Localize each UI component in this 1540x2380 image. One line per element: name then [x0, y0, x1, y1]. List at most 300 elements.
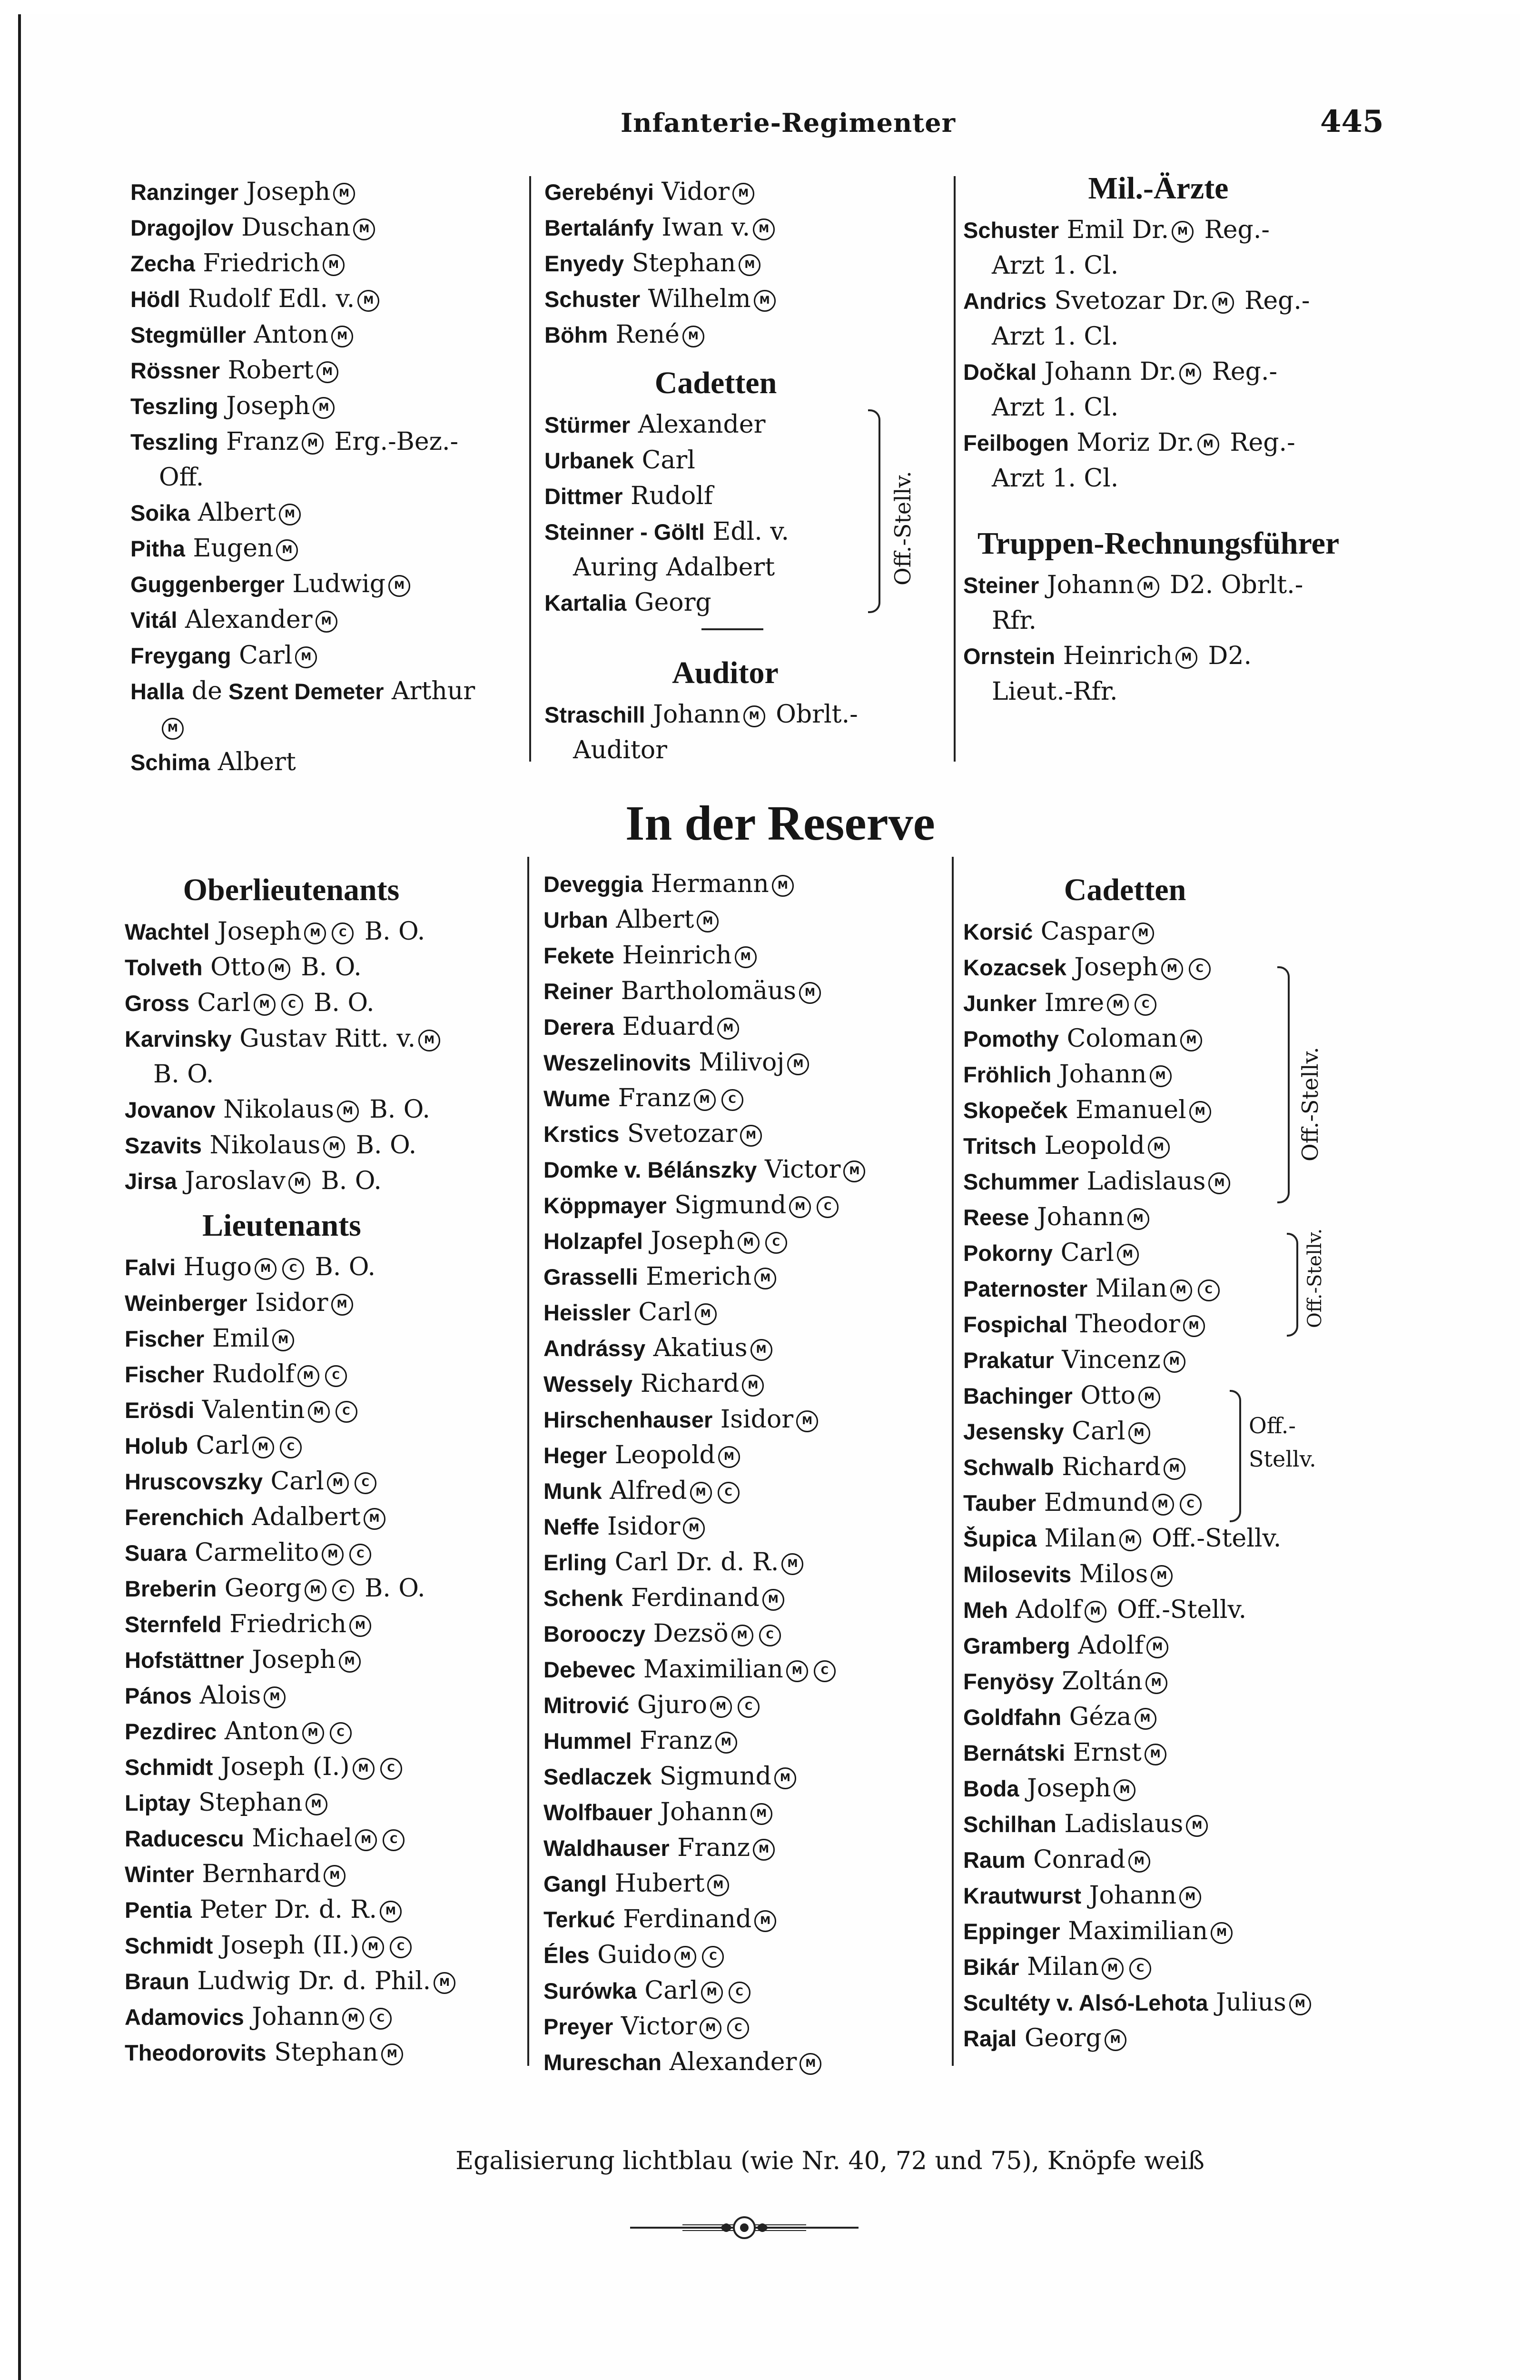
given-name: Isidor: [247, 1289, 328, 1317]
roster-entry: [544, 697, 954, 733]
given-name: Carl: [189, 989, 251, 1017]
surname: Hödl: [130, 287, 180, 312]
roster-entry: [130, 566, 540, 602]
military-merit-icon: M: [1085, 1601, 1106, 1623]
surname: Fröhlich: [963, 1062, 1052, 1087]
given-name: Victor: [613, 2012, 697, 2041]
military-merit-icon: M: [754, 290, 776, 312]
given-name: Johann: [1051, 1060, 1147, 1089]
roster-entry: [963, 1485, 1382, 1521]
c-badge-icon: C: [330, 1722, 352, 1744]
surname: Fekete: [543, 943, 614, 968]
entry-continuation: [963, 319, 1382, 354]
military-merit-icon: M: [1145, 1744, 1166, 1765]
given-name: Michael: [244, 1824, 353, 1853]
given-name: Johann: [1029, 1203, 1125, 1231]
given-name: Duschan: [233, 213, 351, 242]
military-merit-icon: M: [272, 1329, 294, 1351]
military-merit-icon: M: [331, 326, 353, 347]
military-merit-icon: M: [753, 1839, 775, 1861]
surname: Schmidt: [125, 1933, 213, 1958]
surname: Pentia: [125, 1897, 192, 1923]
military-merit-icon: M: [381, 2043, 403, 2065]
col1-reserve: [125, 866, 534, 2071]
roster-entry: [125, 1678, 534, 1714]
military-merit-icon: M: [697, 911, 719, 932]
given-name: Carl: [188, 1431, 249, 1460]
surname: Suara: [125, 1540, 187, 1566]
roster-entry: [543, 1295, 953, 1330]
roster-entry: [125, 1714, 534, 1749]
surname: Tritsch: [963, 1133, 1037, 1159]
military-merit-icon: M: [306, 1794, 327, 1815]
surname: Wachtel: [125, 919, 210, 944]
surname: Gross: [125, 991, 189, 1016]
military-merit-icon: M: [1152, 1494, 1174, 1516]
roster-entry: [125, 1642, 534, 1678]
military-merit-icon: M: [357, 290, 379, 312]
rank-note: B. O.: [293, 953, 362, 982]
roster-entry: [963, 212, 1382, 248]
military-merit-icon: M: [710, 1696, 732, 1718]
roster-entry: [125, 1092, 534, 1128]
c-badge-icon: C: [332, 1579, 354, 1601]
surname: Ornstein: [963, 644, 1056, 669]
surname: Sternfeld: [125, 1612, 222, 1637]
surname: Stürmer: [544, 412, 631, 437]
surname: Weszelinovits: [543, 1050, 691, 1075]
military-merit-icon: M: [1128, 1422, 1150, 1444]
given-name: Ladislaus: [1056, 1810, 1184, 1838]
given-name: Theodor: [1067, 1310, 1180, 1339]
surname: Karvinsky: [125, 1026, 232, 1051]
given-name: Svetozar Dr.: [1046, 287, 1209, 315]
oberlt-heading: Oberlieutenants: [183, 873, 400, 907]
surname: Szavits: [125, 1133, 202, 1158]
given-name: Milivoj: [691, 1048, 785, 1077]
military-merit-icon: M: [1189, 1101, 1211, 1123]
military-merit-icon: M: [362, 1936, 384, 1958]
roster-entry: [130, 281, 540, 317]
given-name: Johann: [1081, 1881, 1177, 1910]
surname: Schima: [130, 750, 210, 775]
entry-continuation: [544, 733, 954, 768]
given-name: Isidor: [599, 1512, 681, 1541]
roster-entry: [543, 1937, 953, 1973]
surname: Meh: [963, 1597, 1008, 1623]
roster-entry: [963, 1628, 1382, 1664]
given-name: Emerich: [638, 1262, 752, 1291]
given-name: Carl: [231, 641, 293, 670]
roster-entry: [543, 1830, 953, 1866]
given-name: Johann: [652, 1798, 748, 1826]
military-merit-icon: M: [323, 254, 345, 276]
roster-entry: [543, 1473, 953, 1509]
page-number: 445: [1320, 104, 1384, 139]
given-name: Hugo: [176, 1253, 252, 1281]
military-merit-icon: M: [1211, 1922, 1233, 1944]
given-name: Bartholomäus: [613, 977, 796, 1005]
military-merit-icon: M: [717, 1018, 739, 1040]
military-merit-icon: M: [1127, 1208, 1149, 1230]
surname: Raducescu: [125, 1826, 244, 1851]
roster-entry: [543, 1259, 953, 1295]
roster-entry: [963, 914, 1382, 950]
military-merit-icon: M: [1183, 1315, 1205, 1337]
rank-note: Off.: [159, 463, 204, 492]
roster-entry: [543, 902, 953, 938]
given-name: Carl: [1053, 1239, 1114, 1267]
given-name: Otto: [202, 953, 266, 982]
rank-note: Reg.-: [1222, 428, 1295, 457]
col2-reserve: [543, 866, 953, 2080]
surname: Hofstättner: [125, 1647, 244, 1673]
given-name: Conrad: [1025, 1845, 1125, 1874]
surname: Debevec: [543, 1657, 636, 1682]
surname: Fospichal: [963, 1312, 1068, 1337]
c-badge-icon: C: [383, 1829, 405, 1851]
roster-entry: [125, 1928, 534, 1964]
given-name: Vidor: [653, 178, 730, 206]
roster-entry: [130, 744, 540, 780]
roster-entry: [963, 1771, 1382, 1806]
military-merit-icon: M: [1135, 1708, 1156, 1730]
rank-note: B. O.: [361, 1095, 430, 1124]
c-badge-icon: C: [721, 1089, 743, 1111]
roster-entry: [963, 1806, 1382, 1842]
roster-entry: [544, 210, 954, 246]
surname: Schenk: [543, 1586, 623, 1611]
col3-reserve: [963, 866, 1382, 2056]
c-badge-icon: C: [1189, 958, 1211, 980]
c-badge-icon: C: [738, 1696, 760, 1718]
military-merit-icon: M: [1107, 994, 1129, 1016]
military-merit-icon: M: [323, 1136, 345, 1158]
given-name: Albert: [190, 498, 276, 527]
surname: Pitha: [130, 536, 185, 561]
roster-entry: [544, 281, 954, 317]
given-name: Valentin: [194, 1396, 305, 1424]
given-name: Ferdinand: [615, 1905, 752, 1934]
military-merit-icon: M: [304, 922, 326, 944]
military-merit-icon: M: [1119, 1529, 1141, 1551]
surname: Teszling: [130, 429, 218, 455]
military-merit-icon: M: [1175, 647, 1197, 669]
military-merit-icon: M: [1208, 1172, 1230, 1194]
roster-entry: [125, 1749, 534, 1785]
military-merit-icon: M: [754, 1910, 776, 1932]
roster-entry: [130, 353, 540, 388]
surname: Korsić: [963, 919, 1033, 944]
entry-continuation: [963, 390, 1382, 425]
surname: Terkuć: [543, 1907, 615, 1932]
military-merit-icon: M: [1289, 1993, 1311, 2015]
surname: Straschill: [544, 702, 645, 727]
auditor-heading: Auditor: [672, 655, 779, 690]
surname: Dittmer: [544, 484, 623, 509]
roster-entry: [125, 950, 534, 985]
surname: Liptay: [125, 1790, 191, 1815]
roster-entry: [130, 531, 540, 566]
roster-entry: [963, 638, 1382, 674]
given-name: Johann: [1039, 571, 1135, 599]
roster-entry: [125, 1571, 534, 1606]
entry-continuation: [963, 461, 1382, 496]
rank-note: Obrlt.-: [768, 700, 858, 729]
surname: Reese: [963, 1205, 1029, 1230]
given-name: Rudolf: [622, 482, 713, 510]
roster-entry: [963, 283, 1382, 319]
surname: Domke v. Bélánszky: [543, 1157, 757, 1182]
surname: Köppmayer: [543, 1193, 667, 1218]
military-merit-icon: M: [732, 183, 754, 205]
given-name: Milan: [1019, 1953, 1099, 1981]
military-merit-icon: M: [162, 718, 184, 740]
surname: Theodorovits: [125, 2040, 267, 2065]
ornament-icon: [625, 2213, 863, 2242]
col1-top: [130, 174, 540, 780]
surname: Holub: [125, 1433, 188, 1458]
roster-entry: [125, 1606, 534, 1642]
roster-entry: [125, 1285, 534, 1321]
given-name: Rudolf: [204, 1360, 295, 1388]
military-merit-icon: M: [1137, 576, 1159, 598]
surname: Eppinger: [963, 1919, 1060, 1944]
rank-note: Off.-Stellv.: [1109, 1596, 1247, 1624]
surname: Schuster: [963, 218, 1059, 243]
given-name: de: [184, 677, 222, 705]
military-merit-icon: M: [316, 611, 337, 633]
roster-entry: [963, 1378, 1382, 1414]
roster-entry: [125, 1999, 534, 2035]
roster-entry: [125, 1357, 534, 1392]
military-merit-icon: M: [1102, 1958, 1124, 1980]
given-name: Dezsö: [645, 1619, 729, 1648]
military-merit-icon: M: [288, 1172, 310, 1194]
entry-continuation: [963, 248, 1382, 283]
entry-continuation: [130, 460, 540, 495]
given-name: Stephan: [266, 2038, 378, 2067]
roster-entry: [543, 1580, 953, 1616]
rank-note: Auditor: [573, 736, 668, 764]
given-name: Alfred: [602, 1477, 687, 1505]
entry-continuation: [963, 603, 1382, 638]
given-name: Eduard: [614, 1012, 715, 1041]
roster-entry: [544, 246, 954, 281]
military-merit-icon: M: [316, 361, 338, 383]
roster-entry: [125, 2035, 534, 2071]
surname: Hruscovszky: [125, 1469, 263, 1494]
surname: Holzapfel: [543, 1229, 643, 1254]
military-merit-icon: M: [279, 504, 301, 526]
off-stellv-label: Off.- Stellv.: [1249, 1413, 1316, 1472]
given-name: Arthur: [384, 677, 475, 705]
given-name: Joseph (I.): [213, 1753, 350, 1781]
rank-note: D2.: [1200, 642, 1252, 670]
given-name: Leopold: [1037, 1131, 1145, 1160]
c-badge-icon: C: [280, 1437, 302, 1458]
surname: Krstics: [543, 1121, 620, 1147]
surname: Jirsa: [125, 1169, 177, 1194]
military-merit-icon: M: [1128, 1851, 1150, 1873]
military-merit-icon: M: [742, 1375, 764, 1397]
c-badge-icon: C: [281, 994, 303, 1016]
given-name: Ludwig Dr. d. Phil.: [189, 1967, 431, 1995]
given-name: Ernst: [1065, 1738, 1142, 1767]
surname: Stegmüller: [130, 322, 246, 347]
military-merit-icon: M: [276, 539, 298, 561]
given-name: Isidor: [712, 1405, 794, 1434]
surname: Reiner: [543, 979, 613, 1004]
surname: Tauber: [963, 1490, 1037, 1516]
military-merit-icon: M: [349, 1615, 371, 1637]
military-merit-icon: M: [750, 1339, 772, 1361]
roster-entry: [125, 1964, 534, 1999]
surname: Bertalánfy: [544, 215, 654, 240]
given-name: Maximilian: [1060, 1917, 1208, 1945]
roster-entry: [543, 866, 953, 902]
column-rule: [527, 857, 529, 2066]
roster-entry: [543, 1152, 953, 1188]
military-merit-icon: M: [254, 994, 276, 1016]
given-name: Joseph: [1019, 1774, 1111, 1803]
military-merit-icon: M: [694, 1089, 716, 1111]
roster-entry: [543, 1616, 953, 1652]
divider: [701, 628, 763, 630]
given-name: Ladislaus: [1078, 1167, 1206, 1196]
rank-note: B. O.: [356, 917, 425, 946]
military-merit-icon: M: [843, 1160, 865, 1182]
given-name: Stephan: [190, 1788, 303, 1817]
surname: Paternoster: [963, 1276, 1088, 1301]
given-name: Julius: [1208, 1988, 1286, 2017]
military-merit-icon: M: [1212, 292, 1234, 314]
surname: Bikár: [963, 1954, 1019, 1980]
surname: Dočkal: [963, 359, 1037, 385]
roster-entry: [125, 1535, 534, 1571]
roster-entry: [963, 1557, 1382, 1592]
surname: Hummel: [543, 1728, 632, 1754]
roster-entry: [543, 1330, 953, 1366]
rank-note: Arzt 1. Cl.: [992, 251, 1119, 280]
military-merit-icon: M: [1180, 1030, 1202, 1051]
footer-note: Egalisierung lichtblau (wie Nr. 40, 72 und 75), Knöpfe weiß: [455, 2147, 1204, 2175]
roster-entry: [963, 950, 1382, 985]
military-merit-icon: M: [787, 1053, 809, 1075]
given-name: Emil: [204, 1324, 270, 1353]
military-merit-icon: M: [701, 1982, 723, 2003]
military-merit-icon: M: [1105, 2029, 1126, 2051]
military-merit-icon: M: [683, 1517, 705, 1539]
roster-entry: [125, 1428, 534, 1464]
military-merit-icon: M: [364, 1508, 385, 1530]
given-name: Joseph: [218, 392, 310, 420]
rank-note: B. O.: [348, 1131, 417, 1160]
surname: Andrics: [963, 288, 1046, 314]
surname: Wolfbauer: [543, 1800, 652, 1825]
military-merit-icon: M: [418, 1030, 440, 1051]
column-rule: [954, 176, 956, 762]
c-badge-icon: C: [814, 1660, 836, 1682]
surname: Pomothy: [963, 1026, 1059, 1051]
given-name: Alexander: [630, 410, 766, 439]
given-name: Richard: [632, 1369, 740, 1398]
surname: Kartalia: [544, 590, 627, 615]
military-merit-icon: M: [740, 1125, 762, 1147]
military-merit-icon: M: [739, 254, 760, 276]
rank-note: Reg.-: [1196, 216, 1270, 244]
military-merit-icon: M: [786, 1660, 808, 1682]
given-name: Joseph: [1066, 953, 1158, 982]
roster-entry: [544, 317, 954, 353]
given-name: Friedrich: [221, 1610, 346, 1638]
military-merit-icon: M: [324, 1865, 346, 1887]
brace: [868, 409, 880, 613]
given-name: Victor: [757, 1155, 841, 1184]
military-merit-icon: M: [1164, 1351, 1185, 1373]
military-merit-icon: M: [333, 183, 355, 205]
surname: Scultéty v. Alsó-Lehota: [963, 1990, 1208, 2015]
military-merit-icon: M: [1161, 958, 1183, 980]
given-name: Stephan: [624, 249, 736, 278]
cadetten-reserve-heading: Cadetten: [1064, 873, 1186, 907]
rank-note: B. O.: [307, 1253, 375, 1281]
roster-entry: [130, 174, 540, 210]
surname: Jovanov: [125, 1097, 216, 1122]
surname: Fenyösy: [963, 1669, 1054, 1694]
roster-entry: [130, 246, 540, 281]
surname: Fischer: [125, 1326, 205, 1351]
military-merit-icon: M: [355, 1829, 377, 1851]
given-name: Alexander: [661, 2048, 797, 2076]
given-name: Richard: [1054, 1453, 1161, 1481]
page: [18, 14, 1520, 2380]
off-stellv-label: Off.-Stellv.: [890, 471, 916, 585]
roster-entry: [963, 354, 1382, 390]
given-name: Milan: [1037, 1524, 1116, 1553]
surname: Krautwurst: [963, 1883, 1082, 1908]
military-merit-icon: M: [308, 1401, 330, 1423]
roster-entry: [543, 1223, 953, 1259]
roster-entry: [125, 1250, 534, 1285]
given-name: Eugen: [185, 534, 274, 563]
given-name: Carl: [634, 446, 695, 475]
rank-note: Erg.-Bez.-: [326, 427, 459, 456]
surname: Borooczy: [543, 1621, 646, 1646]
roster-entry: [543, 973, 953, 1009]
roster-entry: [543, 1402, 953, 1438]
military-merit-icon: M: [353, 218, 375, 240]
given-name: Joseph: [209, 917, 302, 946]
c-badge-icon: C: [759, 1625, 781, 1646]
surname: Heger: [543, 1443, 607, 1468]
roster-entry: [543, 938, 953, 973]
surname: Skopeček: [963, 1098, 1068, 1123]
given-name: Guido: [589, 1941, 672, 1969]
military-merit-icon: M: [1179, 363, 1201, 385]
roster-entry: [963, 1699, 1382, 1735]
entry-continuation: [125, 1057, 534, 1092]
military-merit-icon: M: [796, 1410, 818, 1432]
c-badge-icon: C: [390, 1936, 412, 1958]
roster-entry: [130, 602, 540, 638]
given-name: Otto: [1072, 1381, 1136, 1410]
roster-entry: [963, 425, 1382, 461]
roster-entry: [543, 1009, 953, 1045]
given-name: Joseph: [244, 1646, 336, 1674]
military-merit-icon: M: [342, 2008, 364, 2030]
military-merit-icon: M: [690, 1482, 712, 1504]
